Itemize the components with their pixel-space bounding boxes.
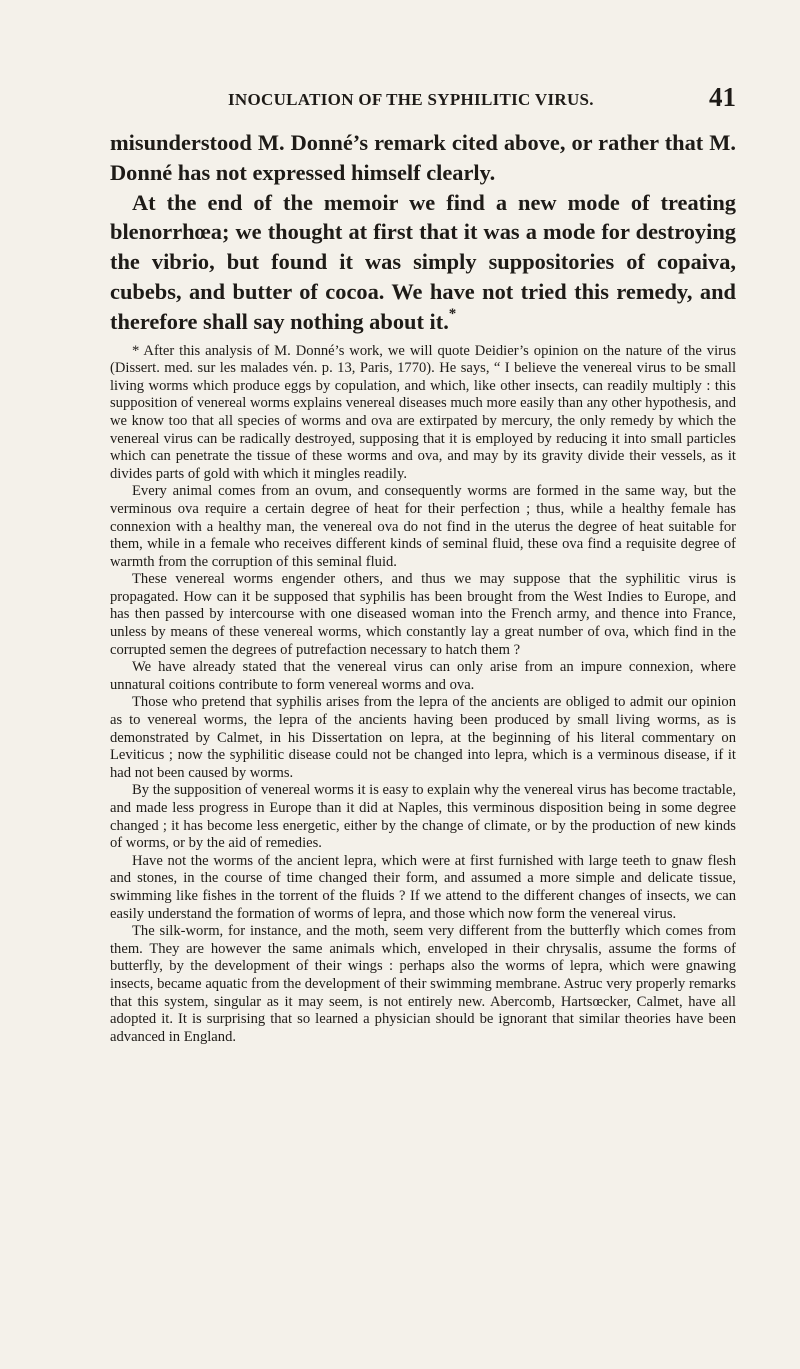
- page-number: 41: [709, 82, 736, 112]
- main-paragraph: [110, 188, 736, 337]
- footnote-paragraph: These venereal worms engender others, and thus we may suppose that the syphilitic virus is propagated. How can it be supposed that syphilis has been brought from the West Indies to Europe, and has then passed by intercourse with one diseased woman into the French army, and thence into France, unless by means of these venereal worms, which constantly lay a great number of ova, which find in the corrupted semen the degrees of putrefaction necessary to hatch them ?: [110, 571, 736, 658]
- running-head: INOCULATION OF THE SYPHILITIC VIRUS.: [228, 90, 594, 109]
- page-header: [110, 80, 736, 120]
- main-paragraph: misunderstood M. Donné’s remark cited above, or rather that M. Donné has not expressed himself clearly.: [110, 130, 736, 185]
- footnote-paragraph: * After this analysis of M. Donné’s work, we will quote Deidier’s opinion on the nature of the virus (Dissert. med. sur les malades vén. p. 13, Paris, 1770). He says, “ I believe the venereal virus to be small living worms which produce eggs by copulation, and which, like other insects, can readily multiply : this supposition of venereal worms explains venereal diseases much more easily than any other hypothesis, and we know too that all species of worms and ova are extirpated by mercury, the only remedy by which the venereal virus can be radically destroyed, supposing that it is employed by reducing it into small particles which can penetrate the tissue of these worms and ova, and may by its gravity divide their vessels, as it divides parts of gold with which it mingles readily.: [110, 342, 736, 482]
- footnote-paragraph: Have not the worms of the ancient lepra, which were at first furnished with large teeth to gnaw flesh and stones, in the course of time changed their form, and assumed a more simple and delicate tissue, swimming like fishes in the torrent of the fluids ? If we attend to the different changes of insects, we can easily understand the formation of worms of lepra, and those which now form the venereal virus.: [110, 852, 736, 922]
- footnote-paragraph: Those who pretend that syphilis arises from the lepra of the ancients are obliged to admit our opinion as to venereal worms, the lepra of the ancients having been produced by small living worms, as is demonstrated by Calmet, in his Dissertation on lepra, at the beginning of his literal commentary on Leviticus ; now the syphilitic disease could not be changed into lepra, which is a verminous disease, if it had not been caused by worms.: [110, 694, 736, 781]
- footnote-paragraph: The silk-worm, for instance, and the moth, seem very different from the butterfly which comes from them. They are however the same animals which, enveloped in their chrysalis, assume the forms of butterfly, by the development of their wings : perhaps also the worms of lepra, which were gnawing insects, became aquatic from the development of their swimming membrane. Astruc very properly remarks that this system, singular as it may seem, is not entirely new. Abercomb, Hartsœcker, Calmet, have all adopted it. It is surprising that so learned a physician should be ignorant that similar theories have been advanced in England.: [110, 923, 736, 1045]
- footnote-paragraph: Every animal comes from an ovum, and consequently worms are formed in the same way, but the verminous ova require a certain degree of heat for their perfection ; thus, while a healthy female has connexion with a healthy man, the venereal ova do not find in the uterus the degree of heat suitable for them, while in a female who receives different kinds of seminal fluid, these ova find a requisite degree of warmth from the corruption of this seminal fluid.: [110, 483, 736, 570]
- footnote: [110, 343, 736, 1047]
- main-paragraph-text: At the end of the memoir we find a new mode of treating blenorrhœa; we thought at first that it was a mode for destroying the vibrio, but found it was simply suppositories of copaiva, cubebs, and butter of cocoa. We have not tried this remedy, and therefore shall say nothing about it.: [110, 189, 736, 334]
- footnote-paragraph: By the supposition of venereal worms it is easy to explain why the venereal virus has become tractable, and made less progress in Europe than it did at Naples, this verminous disposition being in some degree changed ; it has become less energetic, either by the change of climate, or by the production of new kinds of worms, or by the aid of remedies.: [110, 782, 736, 852]
- footnote-reference[interactable]: *: [448, 305, 457, 322]
- footnote-paragraph: We have already stated that the venereal virus can only arise from an impure connexion, where unnatural coitions contribute to form venereal worms and ova.: [110, 659, 736, 693]
- main-text: [110, 128, 736, 337]
